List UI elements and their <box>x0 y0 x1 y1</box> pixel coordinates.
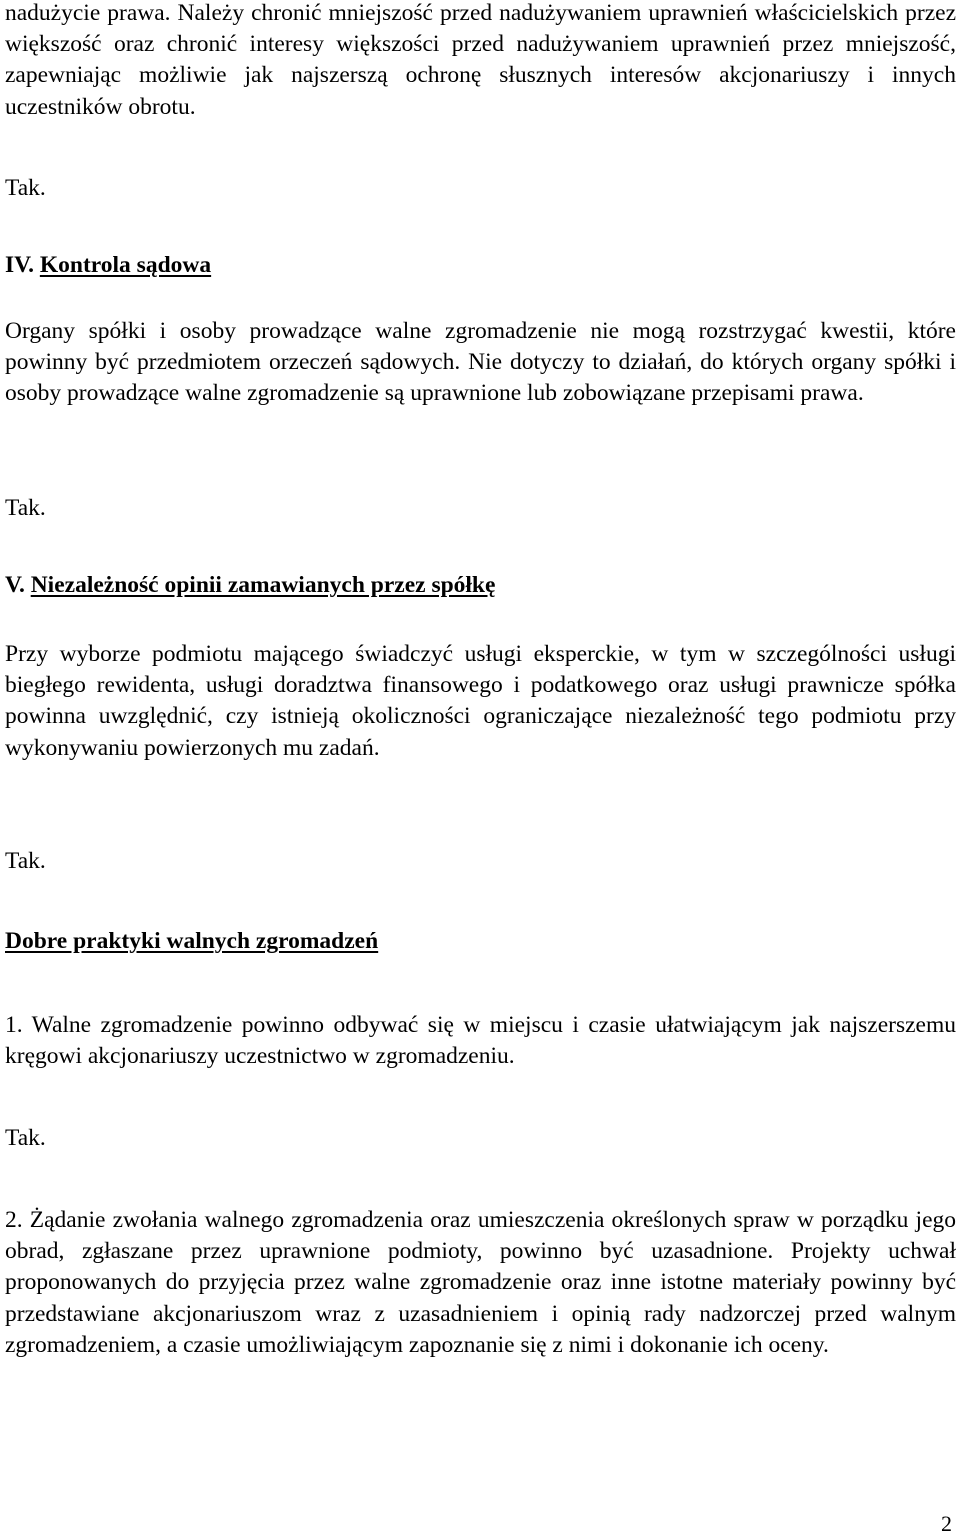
answer-tak: Tak. <box>5 175 46 201</box>
good-practice-item-1-answer: Tak. <box>5 1125 46 1151</box>
section-v-number: V. <box>5 572 25 598</box>
section-iv-title: Kontrola sądowa <box>39 252 212 278</box>
good-practices-heading <box>5 926 378 957</box>
good-practices-title: Dobre praktyki walnych zgromadzeń <box>5 928 379 954</box>
section-v-title: Niezależność opinii zamawianych przez spółkę <box>30 572 496 598</box>
section-iv-number: IV. <box>5 252 34 278</box>
good-practice-item-1: 1. Walne zgromadzenie powinno odbywać się w miejscu i czasie ułatwiającym jak najszerszemu kręgowi akcjonariuszy uczestnictwo w zgromadzeniu. <box>5 1012 956 1070</box>
section-iv-heading <box>5 250 211 281</box>
section-v-heading <box>5 570 495 601</box>
page-number: 2 <box>941 1511 952 1536</box>
intro-paragraph: nadużycie prawa. Należy chronić mniejszość przed nadużywaniem uprawnień właścicielskich przez większość oraz chronić interesy większości przed nadużywaniem uprawnień przez mniejszość, zapewniając możliwie jak najszerszą ochronę słusznych interesów akcjonariuszy i innych uczestników obrotu. <box>5 0 956 120</box>
section-iv-paragraph: Organy spółki i osoby prowadzące walne zgromadzenie nie mogą rozstrzygać kwestii, które powinny być przedmiotem orzeczeń sądowych. Nie dotyczy to działań, do których organy spółki i osoby prowadzące walne zgromadzenie są uprawnione lub zobowiązane przepisami prawa. <box>5 318 956 407</box>
section-v-answer: Tak. <box>5 848 46 874</box>
section-iv-answer: Tak. <box>5 495 46 521</box>
section-v-paragraph: Przy wyborze podmiotu mającego świadczyć usługi eksperckie, w tym w szczególności usługi biegłego rewidenta, usługi doradztwa finansowego i podatkowego oraz usługi prawnicze spółka powinna uwzględnić, czy istnieją okoliczności ograniczające niezależność tego podmiotu przy wykonywaniu powierzonych mu zadań. <box>5 641 956 761</box>
good-practice-item-2: 2. Żądanie zwołania walnego zgromadzenia oraz umieszczenia określonych spraw w porządku jego obrad, zgłaszane przez uprawnione podmioty, powinno być uzasadnione. Projekty uchwał proponowanych do przyjęcia przez walne zgromadzenie oraz inne istotne materiały powinny być przedstawiane akcjonariuszom wraz z uzasadnieniem i opinią rady nadzorczej przed walnym zgromadzeniem, a czasie umożliwiającym zapoznanie się z nimi i dokonanie ich oceny. <box>5 1207 956 1358</box>
